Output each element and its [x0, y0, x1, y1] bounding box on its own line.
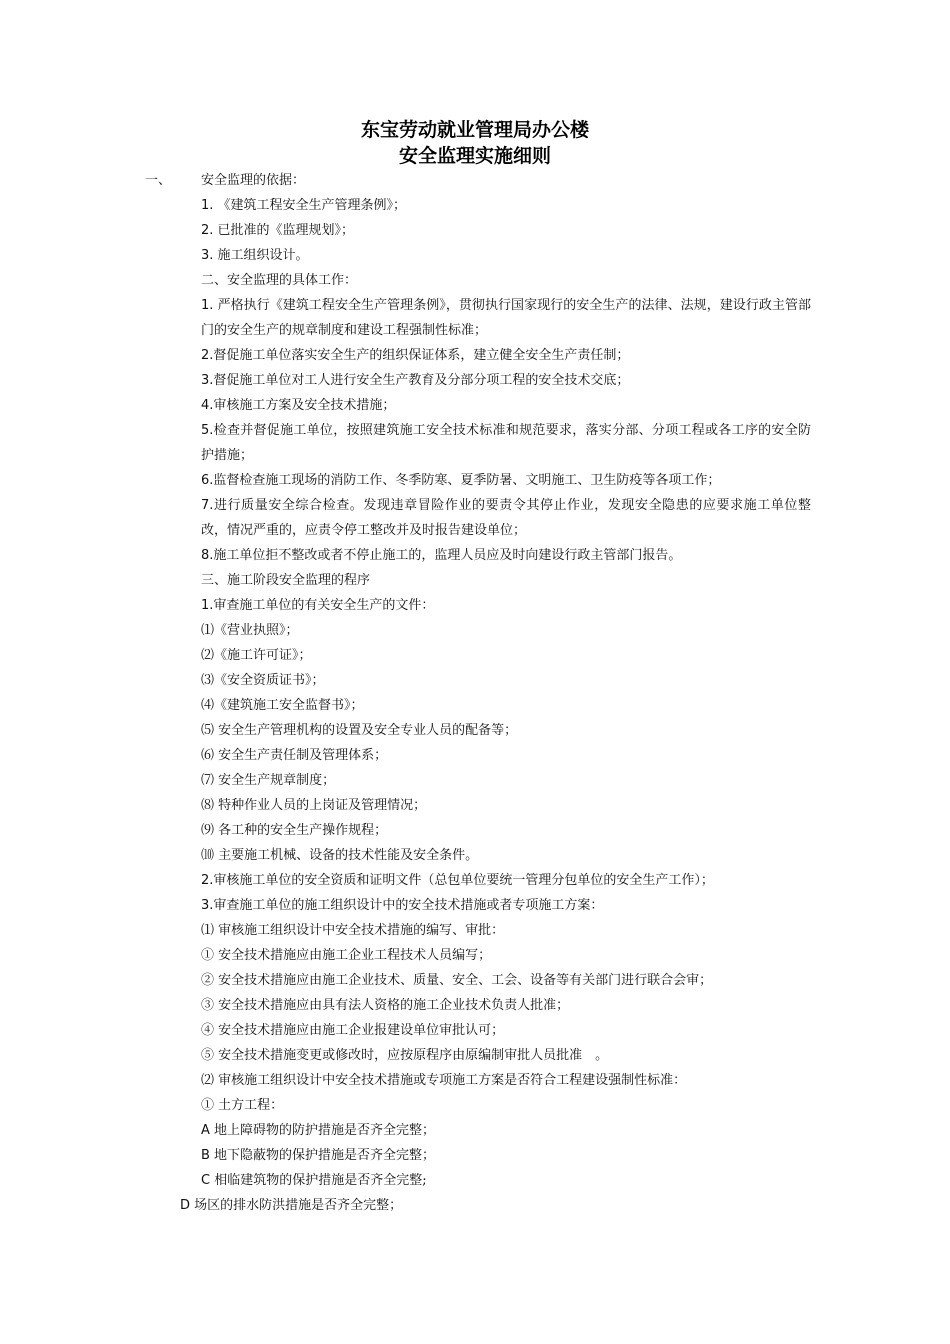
lettered-item [0, 1168, 950, 1193]
circled-item: ② 安全技术措施应由施工企业技术、质量、安全、工会、设备等有关部门进行联合会审； [201, 973, 713, 988]
item-number: 4. [201, 398, 214, 413]
doc-item: ⑴《营业执照》； [201, 623, 299, 638]
item-text: 场区的排水防洪措施是否齐全完整； [190, 1198, 403, 1213]
section1-heading-text: 安全监理的依据： [201, 173, 306, 188]
list-item [0, 893, 950, 918]
item-text: 审核施工方案及安全技术措施； [213, 398, 396, 413]
item-text: 检查并督促施工单位，按照建筑施工安全技术标准和规范要求，落实分部、分项工程或各工序的安全防护措施； [201, 423, 811, 463]
item-number: 3. [201, 248, 214, 263]
list-item [201, 493, 811, 543]
item-text: 地上障碍物的防护措施是否齐全完整； [209, 1123, 436, 1138]
list-item [0, 393, 950, 418]
item-text: 《建筑工程安全生产管理条例》； [213, 198, 407, 213]
item-text: 严格执行《建筑工程安全生产管理条例》，贯彻执行国家现行的安全生产的法律、法规，建设行政主管部门的安全生产的规章制度和建设工程强制性标准； [201, 298, 811, 338]
section1-marker: 一、 [145, 173, 172, 188]
list-item [0, 368, 950, 393]
item-letter: D [180, 1198, 191, 1213]
item-text: 审查施工单位的施工组织设计中的安全技术措施或者专项施工方案： [213, 898, 604, 913]
doc-item: ⑸ 安全生产管理机构的设置及安全专业人员的配备等； [201, 723, 518, 738]
list-item [0, 543, 950, 568]
doc-item: ⑻ 特种作业人员的上岗证及管理情况； [201, 798, 427, 813]
section2-heading: 二、安全监理的具体工作： [201, 273, 358, 288]
item-number: 2. [201, 223, 214, 238]
item-text: 督促施工单位对工人进行安全生产教育及分部分项工程的安全技术交底； [213, 373, 630, 388]
section1-heading [0, 168, 950, 193]
item-number: 1. [201, 298, 214, 313]
earthwork-heading: ① 土方工程： [201, 1098, 284, 1113]
item-text: 进行质量安全综合检查。发现违章冒险作业的要责令其停止作业，发现安全隐患的应要求施工单位整改，情况严重的，应责令停工整改并及时报告建设单位； [201, 498, 811, 538]
item-text: 监督检查施工现场的消防工作、冬季防寒、夏季防暑、文明施工、卫生防疫等各项工作； [213, 473, 721, 488]
item-letter: C [201, 1173, 211, 1188]
circled-item: ④ 安全技术措施应由施工企业报建设单位审批认可； [201, 1023, 505, 1038]
circled-item: ① 安全技术措施应由施工企业工程技术人员编写； [201, 948, 492, 963]
doc-item: ⑺ 安全生产规章制度； [201, 773, 336, 788]
list-item [0, 193, 950, 218]
item-number: 3. [201, 373, 214, 388]
doc-item: ⑵《施工许可证》； [201, 648, 312, 663]
item-number: 8. [201, 548, 214, 563]
item-number: 3. [201, 898, 214, 913]
item-number: 2. [201, 873, 214, 888]
lettered-item [0, 1193, 950, 1218]
list-item [0, 868, 950, 893]
item-number: 5. [201, 423, 214, 438]
item-letter: A [201, 1123, 210, 1138]
item-number: 1. [201, 598, 214, 613]
list-item [201, 293, 811, 343]
item-letter: B [201, 1148, 210, 1163]
item-text: 相临建筑物的保护措施是否齐全完整; [210, 1173, 427, 1188]
subsection-heading: ⑴ 审核施工组织设计中安全技术措施的编写、审批： [201, 923, 505, 938]
item-number: 6. [201, 473, 214, 488]
item-text: 审核施工单位的安全资质和证明文件（总包单位要统一管理分包单位的安全生产工作）； [213, 873, 714, 888]
item-text: 已批准的《监理规划》； [213, 223, 355, 238]
item-text: 地下隐蔽物的保护措施是否齐全完整； [209, 1148, 436, 1163]
lettered-item [0, 1143, 950, 1168]
item-text: 审查施工单位的有关安全生产的文件： [213, 598, 435, 613]
list-item [0, 468, 950, 493]
document-title-line1: 东宝劳动就业管理局办公楼 [360, 119, 589, 141]
item-number: 1. [201, 198, 214, 213]
document-body [0, 168, 950, 1218]
item-number: 2. [201, 348, 214, 363]
item-text: 督促施工单位落实安全生产的组织保证体系，建立健全安全生产责任制； [213, 348, 630, 363]
item-text: 施工组织设计。 [213, 248, 309, 263]
list-item [0, 218, 950, 243]
item-number: 7. [201, 498, 214, 513]
doc-item: ⑹ 安全生产责任制及管理体系； [201, 748, 388, 763]
list-item [0, 343, 950, 368]
doc-item: ⑶《安全资质证书》； [201, 673, 325, 688]
list-item [201, 418, 811, 468]
doc-item: ⑼ 各工种的安全生产操作规程； [201, 823, 388, 838]
subsection-heading: ⑵ 审核施工组织设计中安全技术措施或专项施工方案是否符合工程建设强制性标准： [201, 1073, 687, 1088]
list-item [0, 593, 950, 618]
doc-item: ⑽ 主要施工机械、设备的技术性能及安全条件。 [201, 848, 479, 863]
item-text: 施工单位拒不整改或者不停止施工的，监理人员应及时向建设行政主管部门报告。 [213, 548, 682, 563]
lettered-item [0, 1118, 950, 1143]
document-title-line2: 安全监理实施细则 [398, 145, 551, 167]
circled-item: ⑤ 安全技术措施变更或修改时，应按原程序由原编制审批人员批准 。 [201, 1048, 609, 1063]
circled-item: ③ 安全技术措施应由具有法人资格的施工企业技术负责人批准； [201, 998, 570, 1013]
section3-heading: 三、施工阶段安全监理的程序 [201, 573, 371, 588]
list-item [0, 243, 950, 268]
doc-item: ⑷《建筑施工安全监督书》； [201, 698, 364, 713]
